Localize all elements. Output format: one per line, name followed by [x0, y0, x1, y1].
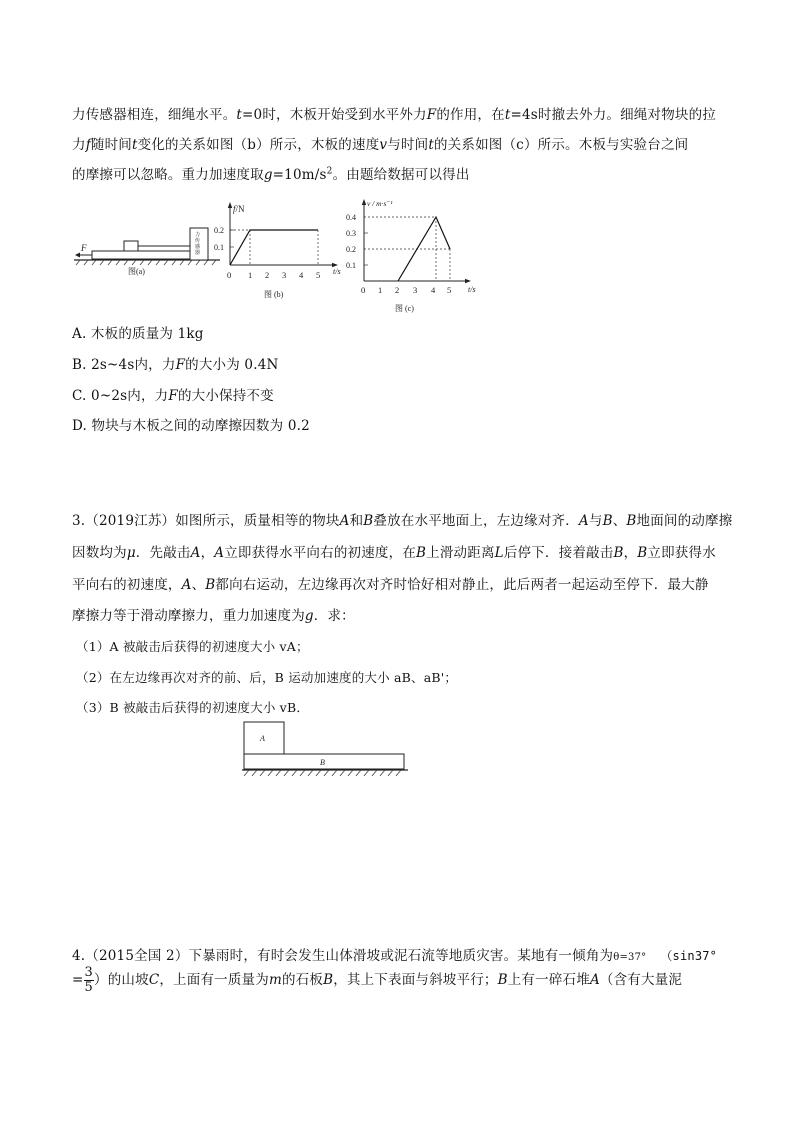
- force-arrow-head: [75, 253, 80, 258]
- figure-c-y-label: v / m·s⁻¹: [367, 199, 393, 208]
- figure-b-x-label: t/s: [333, 267, 341, 276]
- figure-blocks: [240, 718, 412, 778]
- option-b: B. 2s~4s内，力F的大小为 0.4N: [72, 357, 279, 373]
- figure-a-caption: 图(a): [128, 267, 145, 276]
- q3-sub-3: （3）B 被敲击后获得的初速度大小 vB．: [76, 700, 310, 715]
- sensor-char-4: 器: [195, 251, 201, 256]
- figure-c-xtick: 3: [413, 285, 418, 295]
- figure-c-ytick: 0.4: [346, 213, 356, 222]
- block-a-label: A: [260, 734, 265, 743]
- q4-line-1: 4.（2015全国 2）下暴雨时，有时会发生山体滑坡或泥石流等地质灾害。某地有一倾角为θ=37° （sin37°: [72, 948, 718, 964]
- q3-line-4: 摩擦力等于滑动摩擦力，重力加速度为g．求：: [72, 608, 355, 624]
- force-label: F: [81, 243, 87, 253]
- figure-b-y-label: f/N: [233, 204, 245, 214]
- figure-c-xtick: 4: [431, 285, 436, 295]
- figure-c-xtick: 5: [447, 285, 452, 295]
- figure-c-xtick: 2: [395, 285, 400, 295]
- figure-b-xtick: 5: [316, 270, 321, 280]
- q2-line-2: 力f随时间t变化的关系如图（b）所示，木板的速度v与时间t的关系如图（c）所示。木板与实验台之间: [72, 137, 689, 153]
- figure-b: [214, 200, 350, 302]
- q2-line-1: 力传感器相连，细绳水平。t=0时，木板开始受到水平外力F的作用，在t=4s时撤去外力。细绳对物块的拉: [72, 107, 716, 123]
- figure-a: [72, 222, 222, 278]
- q2-line-3: 的摩擦可以忽略。重力加速度取$g=10m/s^2$。由题给数据可以得出: [72, 166, 470, 183]
- q4-theta: θ=37°: [613, 952, 647, 963]
- figure-b-caption: 图 (b): [264, 290, 284, 299]
- figure-b-ytick-0.1: 0.1: [214, 243, 224, 252]
- q3-line-2: 因数均为μ．先敲击A，A立即获得水平向右的初速度，在B上滑动距离L后停下．接着敲击B，B立即获得水: [72, 545, 716, 561]
- q4-line-2: = $\frac{3}{5}$ ）的山坡C，上面有一质量为m的石板B，其上下表面与斜坡平行；B上有一碎石堆A（含有大量泥: [72, 965, 683, 995]
- figure-a-board: [92, 251, 190, 259]
- q4-fraction: $\frac{3}{5}$: [84, 965, 93, 995]
- figure-c-xtick: 1: [378, 285, 383, 295]
- figure-b-xtick: 2: [265, 270, 270, 280]
- option-a: A. 木板的质量为 1kg: [72, 326, 204, 342]
- figure-c-ytick: 0.1: [346, 261, 356, 270]
- figure-a-ground: [74, 260, 220, 265]
- sensor-char-2: 传: [195, 239, 201, 244]
- figure-c-xtick: 0: [361, 285, 366, 295]
- figure-c: [340, 196, 490, 296]
- sensor-char-3: 感: [195, 245, 201, 250]
- option-d: D. 物块与木板之间的动摩擦因数为 0.2: [72, 418, 310, 434]
- q3-sub-1: （1）A 被敲击后获得的初速度大小 vA；: [76, 639, 309, 654]
- block-b-label: B: [320, 758, 325, 767]
- figure-a-block: [124, 241, 138, 251]
- figure-b-series: [230, 230, 318, 265]
- figure-c-caption-wrap: [395, 302, 435, 314]
- figure-b-xtick: 4: [299, 270, 304, 280]
- q3-line-3: 平向右的初速度，A、B都向右运动，左边缘再次对齐时恰好相对静止，此后两者一起运动至停下．最大静: [72, 577, 709, 593]
- figure-c-caption: 图 (c): [395, 304, 414, 313]
- figure-b-ytick-0.2: 0.2: [214, 226, 224, 235]
- figure-c-x-label: t/s: [468, 285, 476, 294]
- figure-c-ytick: 0.2: [346, 245, 356, 254]
- q4-sin: （sin37°: [660, 949, 718, 963]
- figure-b-xtick: 3: [282, 270, 287, 280]
- option-c: C. 0~2s内，力F的大小保持不变: [72, 388, 274, 404]
- ground-hatch: [244, 770, 401, 776]
- sensor-char-1: 力: [195, 233, 201, 238]
- q3-sub-2: （2）在左边缘再次对齐的前、后，B 运动加速度的大小 aB、aB'；: [76, 670, 458, 685]
- q3-line-1: 3.（2019江苏）如图所示，质量相等的物块A和B叠放在水平地面上，左边缘对齐．A与B、B地面间的动摩擦: [72, 513, 733, 529]
- figure-c-ytick: 0.3: [346, 229, 356, 238]
- figure-b-xtick: 1: [248, 270, 253, 280]
- figure-b-xtick: 0: [227, 270, 232, 280]
